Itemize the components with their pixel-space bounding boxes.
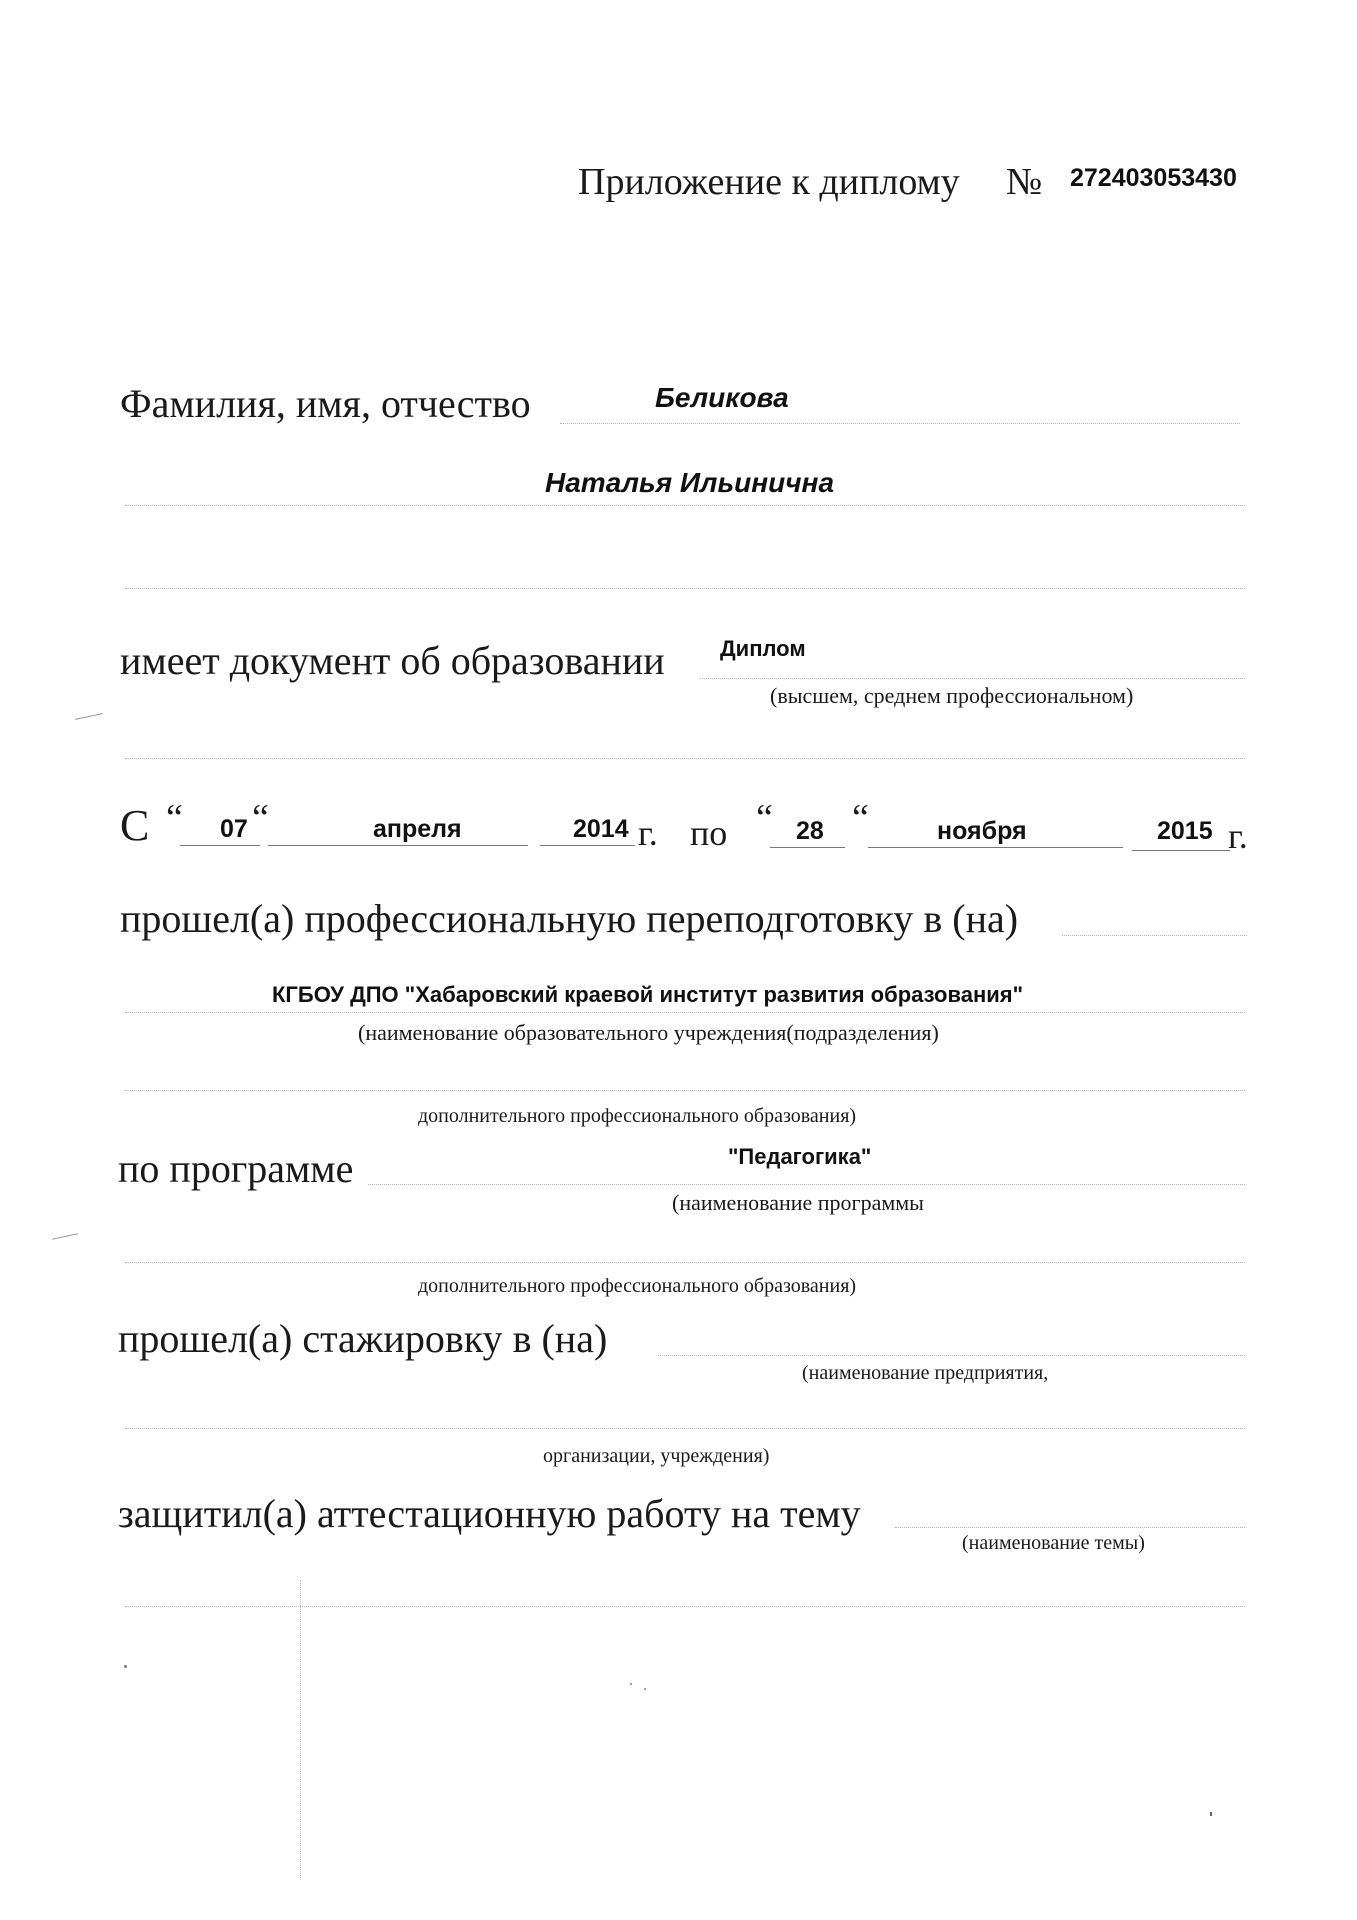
internship-hint-1: (наименование предприятия, xyxy=(802,1362,1049,1384)
institution-name: КГБОУ ДПО "Хабаровский краевой институт развития образования" xyxy=(272,982,1024,1007)
from-day-line xyxy=(180,845,260,846)
quote-close-1: “ xyxy=(252,797,269,839)
document-title: Приложение к диплому xyxy=(578,161,960,203)
scan-speck xyxy=(1210,1812,1212,1816)
internship-extra-line xyxy=(125,1428,1245,1429)
scan-speck xyxy=(644,1688,646,1690)
thesis-hint: (наименование темы) xyxy=(962,1532,1145,1554)
education-value: Диплом xyxy=(720,636,806,661)
period-from-label: С xyxy=(120,801,150,850)
education-label: имеет документ об образовании xyxy=(120,638,665,683)
to-month: ноября xyxy=(937,817,1027,845)
education-extra-line xyxy=(125,758,1245,759)
to-day: 28 xyxy=(796,817,824,845)
thesis-line xyxy=(895,1527,1245,1528)
thesis-extra-line xyxy=(125,1606,1245,1607)
from-year: 2014 xyxy=(573,815,629,843)
diploma-number: 272403053430 xyxy=(1070,164,1237,192)
from-month: апреля xyxy=(373,815,462,843)
fio-label: Фамилия, имя, отчество xyxy=(120,381,531,426)
institution-hint-2: дополнительного профессионального образования) xyxy=(418,1105,857,1127)
program-hint-1: (наименование программы xyxy=(672,1190,924,1215)
scan-speck xyxy=(630,1683,632,1685)
to-year-line xyxy=(1132,850,1230,851)
from-day: 07 xyxy=(220,815,248,843)
to-day-line xyxy=(770,847,845,848)
year-suffix-1: г. xyxy=(638,813,658,853)
period-to-label: по xyxy=(690,813,728,853)
to-year: 2015 xyxy=(1157,817,1213,845)
program-label: по программе xyxy=(118,1146,354,1191)
internship-line xyxy=(658,1355,1245,1356)
quote-close-2: “ xyxy=(852,797,869,839)
quote-open-2: “ xyxy=(756,797,773,839)
number-sign: № xyxy=(1006,161,1043,203)
name-line xyxy=(125,505,1245,506)
education-line xyxy=(700,678,1245,679)
education-hint: (высшем, среднем профессиональном) xyxy=(770,683,1134,708)
program-line xyxy=(368,1184,1245,1185)
surname-value: Беликова xyxy=(655,382,789,413)
institution-extra-line xyxy=(125,1090,1245,1091)
quote-open-1: “ xyxy=(166,797,183,839)
to-month-line xyxy=(868,847,1123,848)
scan-mark xyxy=(75,713,103,720)
scan-mark-2 xyxy=(52,1233,78,1239)
year-suffix-2: г. xyxy=(1228,816,1248,856)
program-extra-line xyxy=(125,1262,1245,1263)
fio-extra-line xyxy=(125,588,1245,589)
from-month-line xyxy=(268,845,528,846)
scan-fold-line xyxy=(300,1580,301,1880)
institution-line xyxy=(125,1012,1245,1013)
program-hint-2: дополнительного профессионального образования) xyxy=(418,1275,857,1297)
scan-speck xyxy=(124,1665,127,1668)
internship-label: прошел(а) стажировку в (на) xyxy=(118,1316,608,1361)
surname-line xyxy=(560,423,1240,424)
program-value: "Педагогика" xyxy=(728,1144,872,1169)
internship-hint-2: организации, учреждения) xyxy=(543,1445,770,1467)
thesis-label: защитил(а) аттестационную работу на тему xyxy=(118,1491,861,1536)
institution-hint-1: (наименование образовательного учреждения(подразделения) xyxy=(358,1020,939,1045)
from-year-line xyxy=(540,845,635,846)
name-patronymic-value: Наталья Ильинична xyxy=(545,467,835,498)
retraining-label: прошел(а) профессиональную переподготовку в (на) xyxy=(120,896,1019,941)
retraining-line xyxy=(1062,935,1247,936)
